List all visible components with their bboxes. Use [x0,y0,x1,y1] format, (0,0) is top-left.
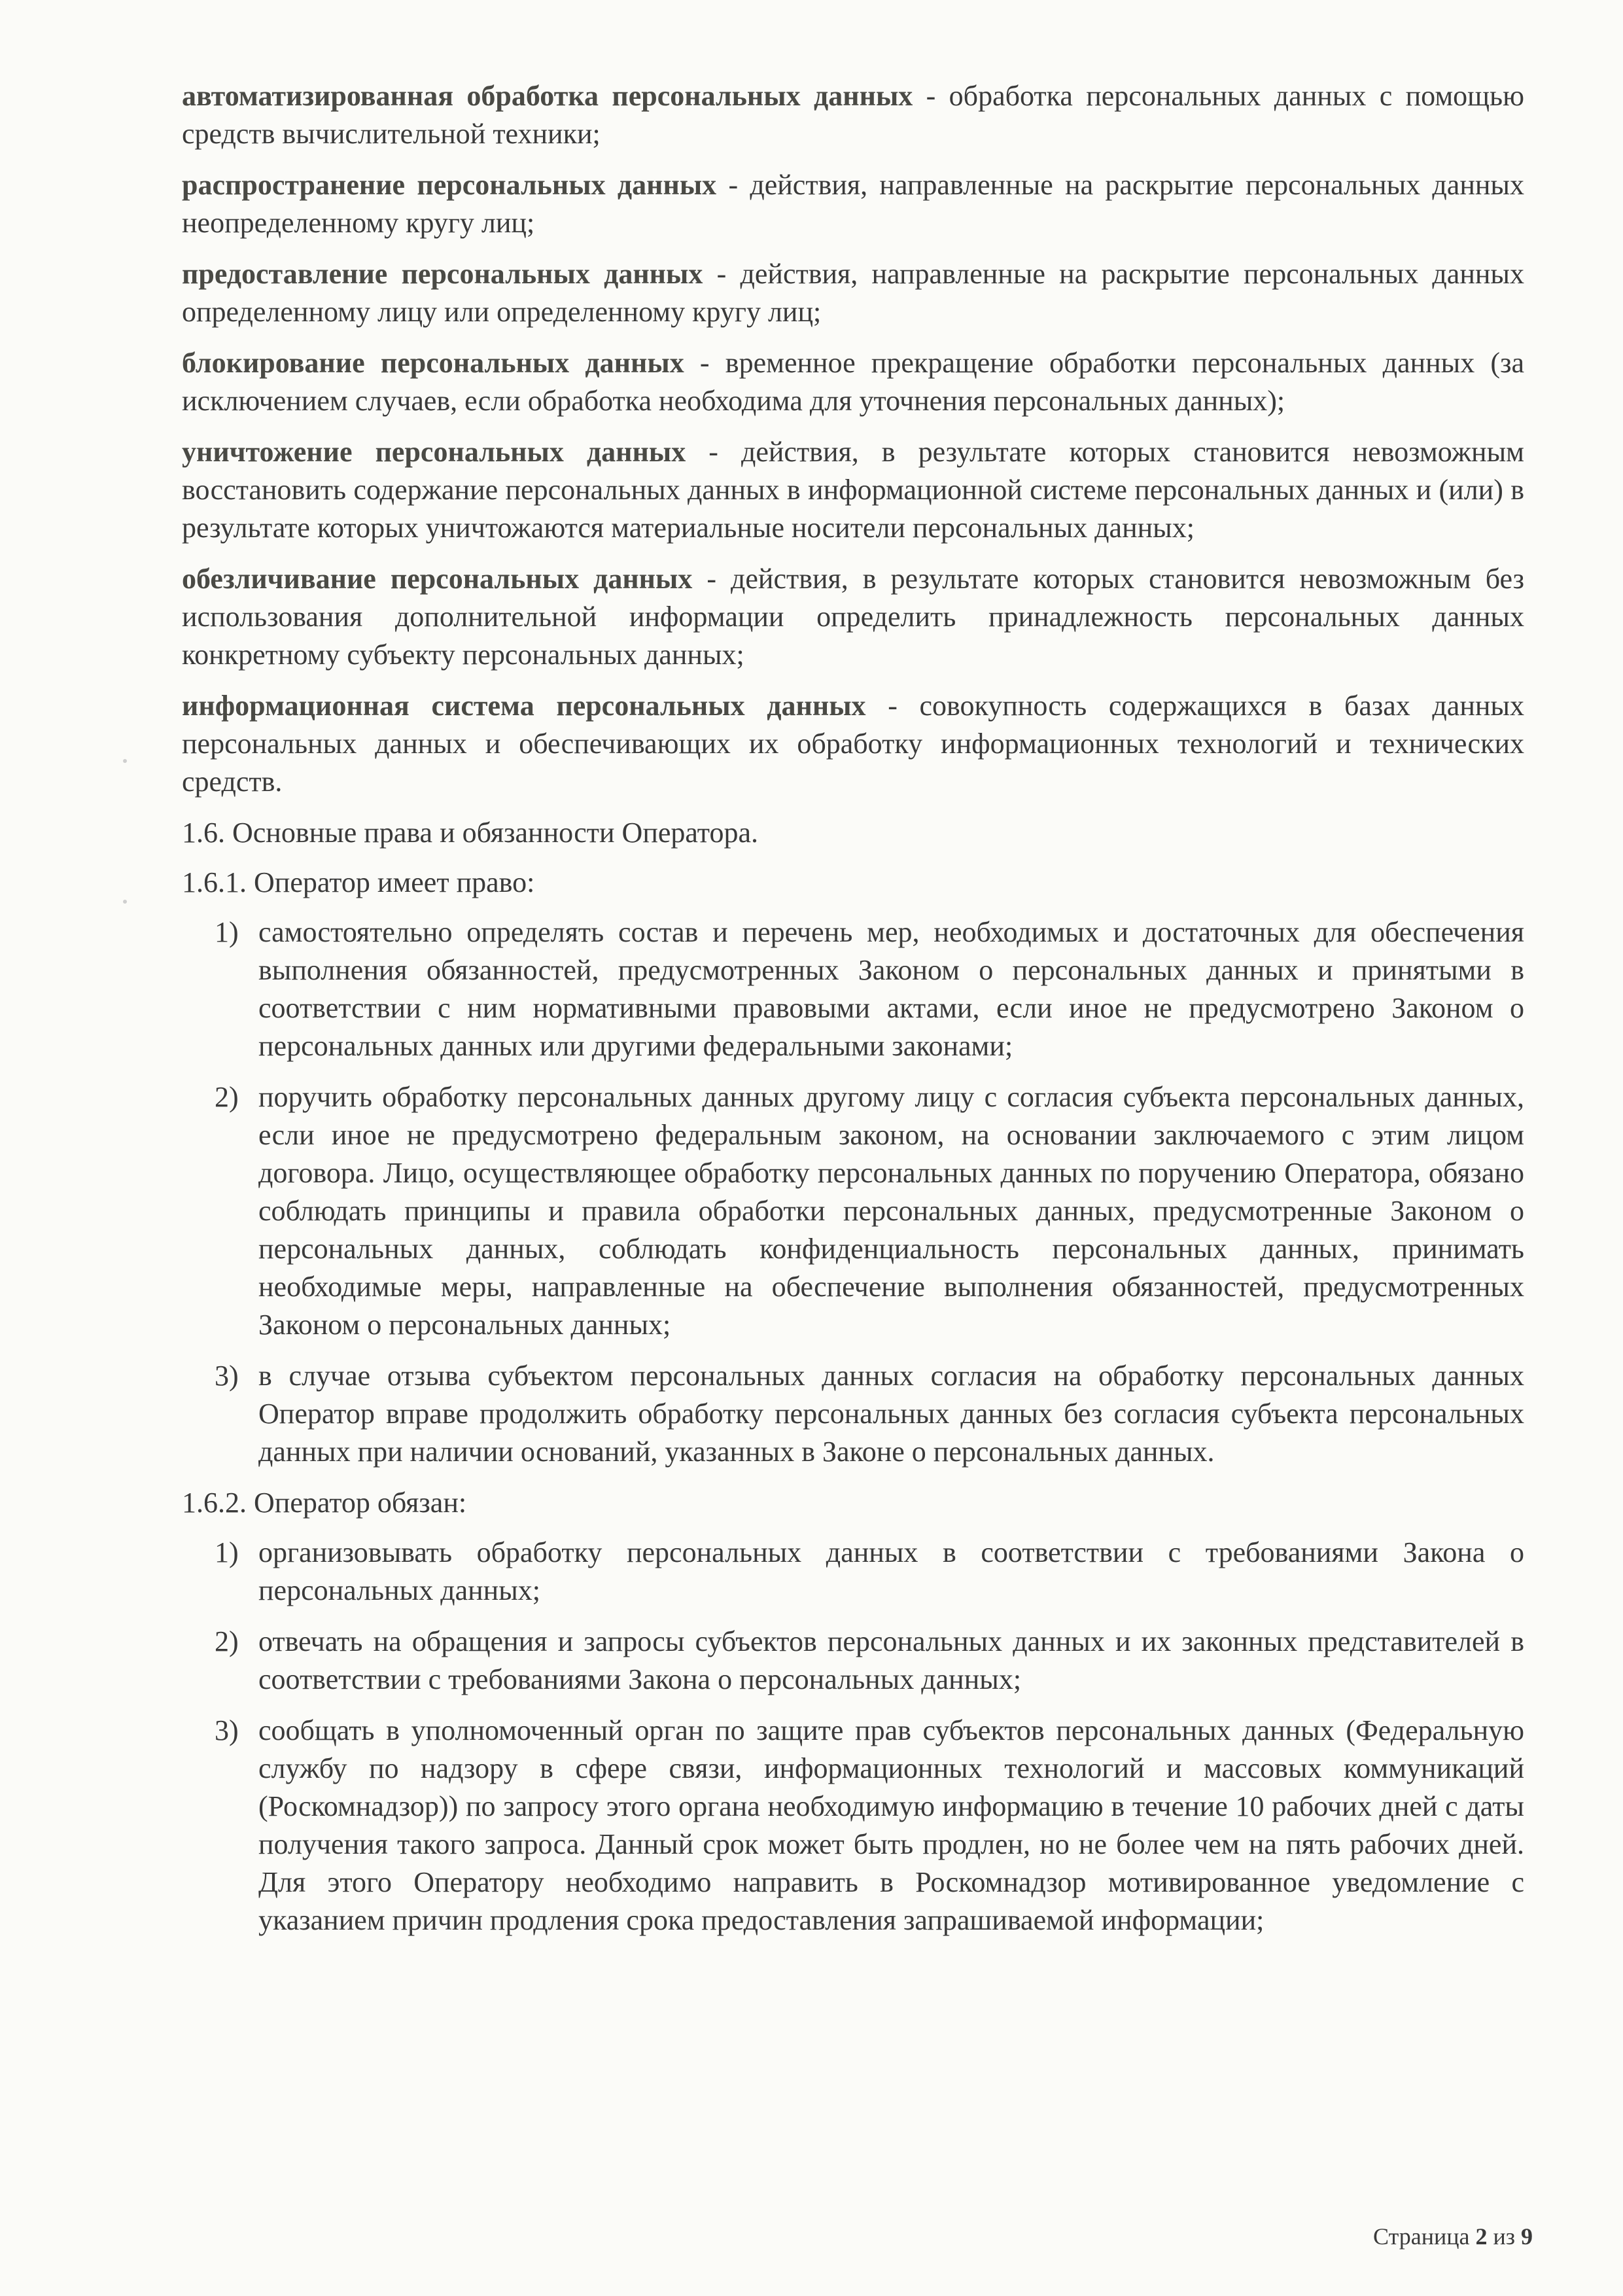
definition-term: предоставление персональных данных [182,258,703,290]
list-item-text: самостоятельно определять состав и перечень мер, необходимых и достаточных для обеспечения выполнения обязанностей, предусмотренных Законом о персональных данных и принятыми в соответствии с ним нормативными правовыми актами, если иное не предусмотрено Законом о персональных данных или другими федеральными законами; [258,916,1524,1062]
definition-term: блокирование персональных данных [182,347,684,379]
definition-text: - действия, направленные на раскрытие персональных данных неопределенному кругу лиц; [182,169,1524,239]
definition-paragraph [182,344,1524,420]
list-item-text: поручить обработку персональных данных другому лицу с согласия субъекта персональных данных, если иное не предусмотрено федеральным законом, на основании заключаемого с этим лицом договора. Лицо, осуществляющее обработку персональных данных по поручению Оператора, обязано соблюдать принципы и правила обработки персональных данных, предусмотренные Законом о персональных данных, соблюдать конфиденциальность персональных данных, принимать необходимые меры, направленные на обеспечение выполнения обязанностей, предусмотренных Законом о персональных данных; [258,1081,1524,1341]
list-item-text: в случае отзыва субъектом персональных данных согласия на обработку персональных данных Оператор вправе продолжить обработку персональных данных без согласия субъекта персональных данных при наличии оснований, указанных в Законе о персональных данных. [258,1360,1524,1468]
page-content [182,77,1524,1952]
list-item-number: 1) [215,1536,239,1568]
list-item [182,1534,1524,1610]
definition-paragraph [182,255,1524,331]
list-item-text: сообщать в уполномоченный орган по защите прав субъектов персональных данных (Федеральную службу по надзору в сфере связи, информационных технологий и массовых коммуникаций (Роскомнадзор)) по запросу этого органа необходимую информацию в течение 10 рабочих дней с даты получения такого запроса. Данный срок может быть продлен, но не более чем на пять рабочих дней. Для этого Оператору необходимо направить в Роскомнадзор мотивированное уведомление с указанием причин продления срока предоставления запрашиваемой информации; [258,1714,1524,1936]
definition-text: - совокупность содержащихся в базах данных персональных данных и обеспечивающих их обработку информационных технологий и технических средств. [182,690,1524,798]
definition-text: - действия, направленные на раскрытие персональных данных определенному лицу или определенному кругу лиц; [182,258,1524,328]
operator-duties-list [182,1534,1524,1939]
list-item-number: 2) [215,1081,239,1113]
section-heading-1-6: 1.6. Основные права и обязанности Оператора. [182,817,758,849]
list-item [182,1712,1524,1939]
definition-term: уничтожение персональных данных [182,436,686,468]
definition-term: автоматизированная обработка персональных данных [182,80,913,112]
list-item-number: 3) [215,1360,239,1392]
definition-text: - действия, в результате которых становится невозможным без использования дополнительной информации определить принадлежность персональных данных конкретному субъекту персональных данных; [182,563,1524,671]
definition-paragraph [182,687,1524,801]
page-label: Страница [1373,2223,1476,2250]
definition-term: информационная система персональных данных [182,690,866,722]
definition-text: - обработка персональных данных с помощью средств вычислительной техники; [182,80,1524,150]
list-item-number: 1) [215,916,239,948]
scan-speck [123,759,127,763]
list-item [182,1078,1524,1344]
section-heading-1-6-2: 1.6.2. Оператор обязан: [182,1487,467,1519]
list-item-text: отвечать на обращения и запросы субъектов персональных данных и их законных представителей в соответствии с требованиями Закона о персональных данных; [258,1625,1524,1695]
page-number-footer [1373,2223,1533,2250]
definition-paragraph [182,433,1524,547]
definition-text: - действия, в результате которых становится невозможным восстановить содержание персональных данных в информационной системе персональных данных и (или) в результате которых уничтожаются материальные носители персональных данных; [182,436,1524,544]
definition-paragraph [182,560,1524,674]
definition-paragraph [182,77,1524,153]
definition-term: распространение персональных данных [182,169,717,201]
list-item [182,1623,1524,1699]
current-page-number: 2 [1475,2223,1488,2250]
page-separator: из [1487,2223,1521,2250]
list-item-text: организовывать обработку персональных данных в соответствии с требованиями Закона о персональных данных; [258,1536,1524,1606]
list-item [182,1357,1524,1471]
list-item [182,913,1524,1065]
operator-rights-list [182,913,1524,1471]
definition-term: обезличивание персональных данных [182,563,693,595]
definition-text: - временное прекращение обработки персональных данных (за исключением случаев, если обработка необходима для уточнения персональных данных); [182,347,1524,417]
section-heading-1-6-1: 1.6.1. Оператор имеет право: [182,866,535,898]
list-item-number: 2) [215,1625,239,1657]
scan-speck [123,900,127,904]
definition-paragraph [182,166,1524,242]
total-pages-number: 9 [1521,2223,1533,2250]
list-item-number: 3) [215,1714,239,1746]
